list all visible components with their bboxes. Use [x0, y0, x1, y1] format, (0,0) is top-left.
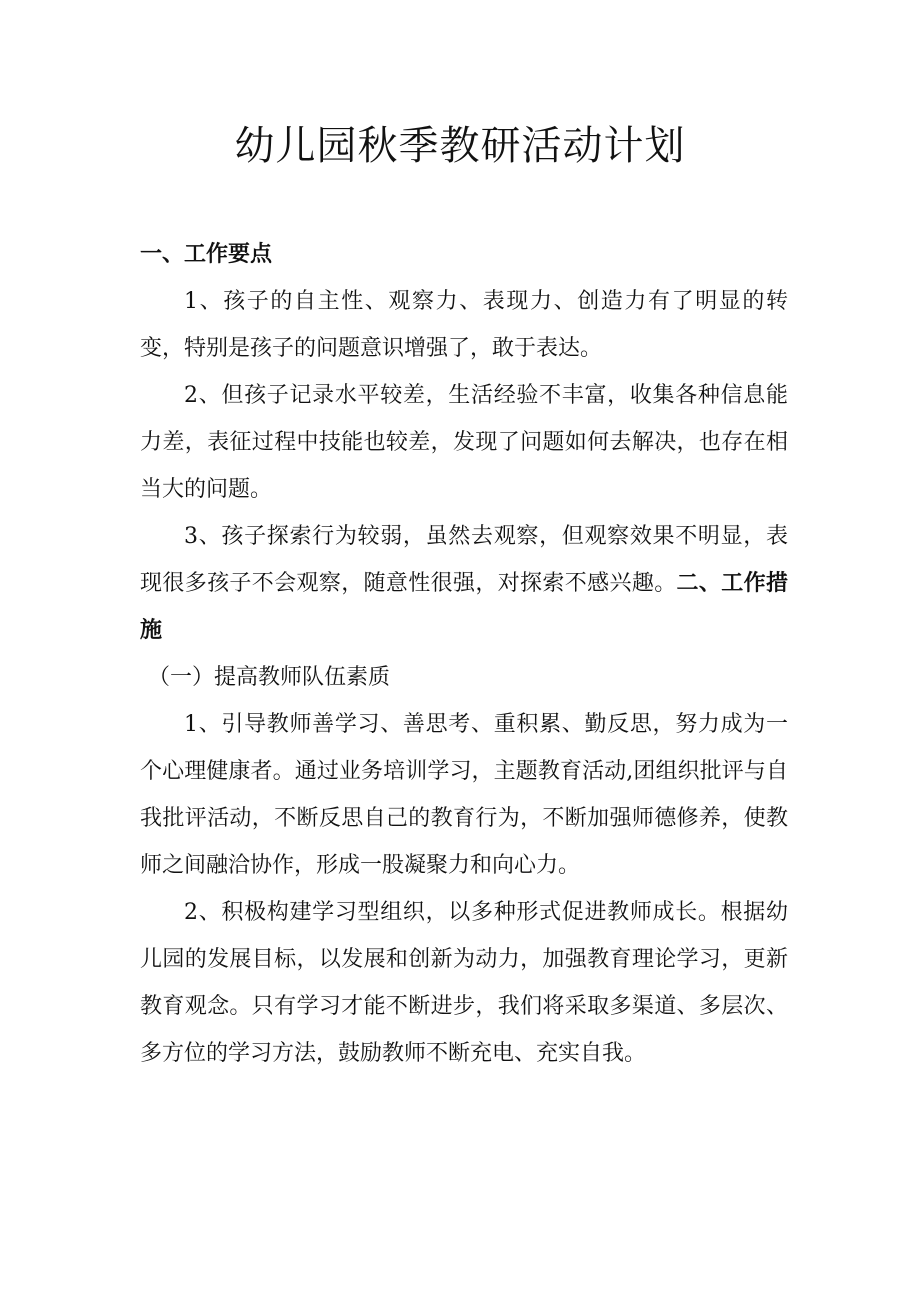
document-body	[140, 231, 788, 1077]
paragraph-point-3	[140, 513, 788, 654]
paragraph-point-2: 2、但孩子记录水平较差，生活经验不丰富，收集各种信息能力差，表征过程中技能也较差，发现了问题如何去解决，也存在相当大的问题。	[140, 383, 788, 502]
subsection-heading-teacher-quality: （一）提高教师队伍素质	[148, 665, 391, 690]
paragraph-point-1: 1、孩子的自主性、观察力、表现力、创造力有了明显的转变，特别是孩子的问题意识增强了，敢于表达。	[140, 289, 788, 361]
paragraph-point-3-text: 3、孩子探索行为较弱，虽然去观察，但观察效果不明显，表现很多孩子不会观察，随意性很强，对探索不感兴趣。	[140, 524, 788, 596]
paragraph-measure-2: 2、积极构建学习型组织，以多种形式促进教师成长。根据幼儿园的发展目标，以发展和创新为动力，加强教育理论学习，更新教育观念。只有学习才能不断进步，我们将采取多渠道、多层次、多方位的学习方法，鼓励教师不断充电、充实自我。	[140, 900, 788, 1066]
document-title: 幼儿园秋季教研活动计划	[234, 123, 686, 169]
section-heading-work-points: 一、工作要点	[140, 242, 273, 267]
paragraph-measure-1: 1、引导教师善学习、善思考、重积累、勤反思，努力成为一个心理健康者。通过业务培训学习，主题教育活动,团组织批评与自我批评活动，不断反思自己的教育行为，不断加强师德修养，使教师之间融洽协作，形成一股凝聚力和向心力。	[140, 712, 788, 878]
section-heading-work-measures: 二、工作措施	[140, 571, 788, 643]
